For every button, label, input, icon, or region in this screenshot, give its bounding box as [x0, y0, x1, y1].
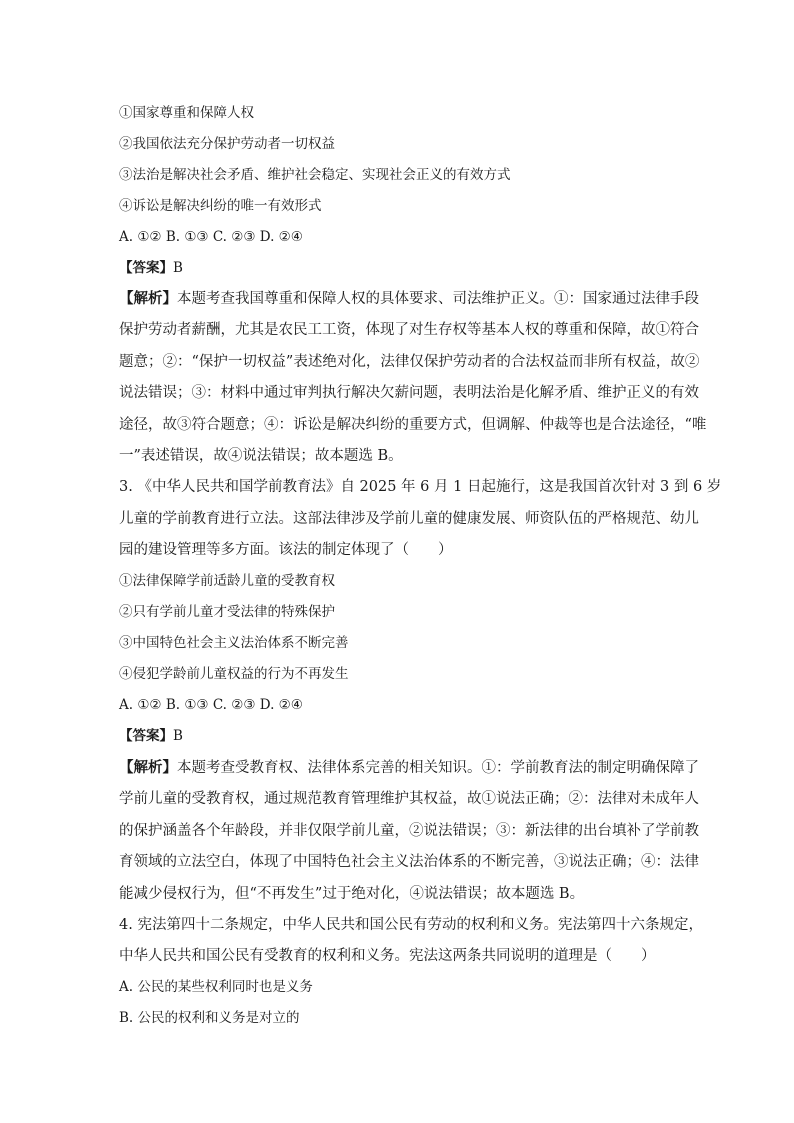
q3-answer-value: B	[173, 728, 183, 744]
q2-answer-label: 【答案】	[119, 260, 173, 276]
q2-analysis-line-5: 途径，故③符合题意；④：诉讼是解决纠纷的重要方式，但调解、仲裁等也是合法途径，“唯	[119, 417, 707, 433]
q2-analysis-line-1	[119, 290, 699, 308]
q3-analysis-text-1: 本题考查受教育权、法律体系完善的相关知识。①：学前教育法的制定明确保障了	[177, 760, 699, 776]
q3-choices: A. ①② B. ①③ C. ②③ D. ②④	[119, 697, 303, 713]
q2-option-2: ②我国依法充分保护劳动者一切权益	[119, 136, 335, 152]
q3-option-2: ②只有学前儿童才受法律的特殊保护	[119, 604, 335, 620]
q4-option-a: A. 公民的某些权利同时也是义务	[119, 979, 313, 995]
q2-analysis-line-6: 一”表述错误，故④说法错误；故本题选 B。	[119, 448, 403, 464]
q4-option-b: B. 公民的权利和义务是对立的	[119, 1010, 300, 1026]
q3-analysis-line-5: 能减少侵权行为，但“不再发生”过于绝对化，④说法错误；故本题选 B。	[119, 886, 585, 902]
q4-stem-line-1: 4. 宪法第四十二条规定，中华人民共和国公民有劳动的权利和义务。宪法第四十六条规定，	[119, 917, 703, 933]
q4-stem-line-2: 中华人民共和国公民有受教育的权利和义务。宪法这两条共同说明的道理是（ ）	[119, 948, 656, 964]
q3-analysis-line-4: 育领域的立法空白，体现了中国特色社会主义法治体系的不断完善，③说法正确；④：法律	[119, 854, 699, 870]
q3-option-3: ③中国特色社会主义法治体系不断完善	[119, 635, 349, 651]
q3-stem-line-1: 3. 《中华人民共和国学前教育法》自 2025 年 6 月 1 日起施行，这是我国首次针对 3 到 6 岁	[119, 479, 722, 495]
q2-option-3: ③法治是解决社会矛盾、维护社会稳定、实现社会正义的有效方式	[119, 167, 511, 183]
q3-answer	[119, 727, 183, 745]
q2-analysis-line-2: 保护劳动者薪酬，尤其是农民工工资，体现了对生存权等基本人权的尊重和保障，故①符合	[119, 322, 699, 338]
q2-analysis-label: 【解析】	[119, 290, 177, 307]
q3-analysis-line-3: 的保护涵盖各个年龄段，并非仅限学前儿童，②说法错误；③：新法律的出台填补了学前教	[119, 823, 699, 839]
q3-analysis-line-2: 学前儿童的受教育权，通过规范教育管理维护其权益，故①说法正确；②：法律对未成年人	[119, 791, 699, 807]
q3-stem-line-2: 儿童的学前教育进行立法。这部法律涉及学前儿童的健康发展、师资队伍的严格规范、幼儿	[119, 511, 699, 527]
q2-choices: A. ①② B. ①③ C. ②③ D. ②④	[119, 229, 303, 245]
q3-analysis-label: 【解析】	[119, 759, 177, 776]
q3-answer-label: 【答案】	[119, 728, 173, 744]
q2-option-4: ④诉讼是解决纠纷的唯一有效形式	[119, 198, 322, 214]
q2-answer	[119, 259, 183, 277]
q2-analysis-text-1: 本题考查我国尊重和保障人权的具体要求、司法维护正义。①：国家通过法律手段	[177, 291, 699, 307]
q2-answer-value: B	[173, 260, 183, 276]
q3-option-4: ④侵犯学龄前儿童权益的行为不再发生	[119, 666, 349, 682]
q3-stem-line-3: 园的建设管理等多方面。该法的制定体现了（ ）	[119, 542, 453, 558]
q2-analysis-line-3: 题意；②：“保护一切权益”表述绝对化，法律仅保护劳动者的合法权益而非所有权益，故②	[119, 354, 700, 370]
q3-analysis-line-1	[119, 759, 699, 777]
q2-option-1: ①国家尊重和保障人权	[119, 105, 254, 121]
q3-option-1: ①法律保障学前适龄儿童的受教育权	[119, 573, 335, 589]
q2-analysis-line-4: 说法错误；③：材料中通过审判执行解决欠薪问题，表明法治是化解矛盾、维护正义的有效	[119, 385, 699, 401]
